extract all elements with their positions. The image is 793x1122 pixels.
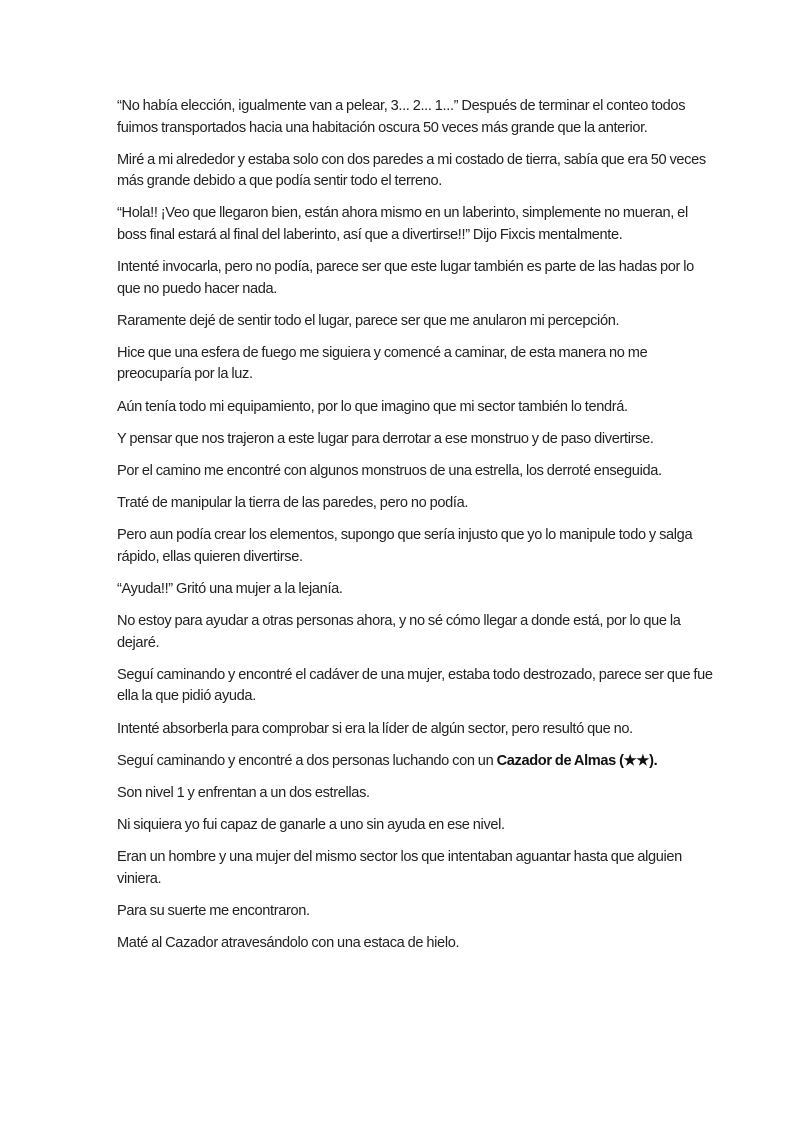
- paragraph: Hice que una esfera de fuego me siguiera y comencé a caminar, de esta manera no me preocuparía por la luz.: [117, 344, 648, 383]
- document-page: [117, 96, 713, 965]
- paragraph: Ni siquiera yo fui capaz de ganarle a uno sin ayuda en ese nivel.: [117, 817, 505, 834]
- paragraph: Intenté invocarla, pero no podía, parece ser que este lugar también es parte de las hadas por lo que no puedo hacer nada.: [117, 259, 694, 297]
- paragraph: Seguí caminando y encontré el cadáver de una mujer, estaba todo destrozado, parece ser que fue ella la que pidió ayuda.: [117, 666, 713, 705]
- paragraph: Maté al Cazador atravesándolo con una estaca de hielo.: [117, 935, 460, 952]
- paragraph: Son nivel 1 y enfrentan a un dos estrellas.: [117, 785, 370, 801]
- paragraph: Aún tenía todo mi equipamiento, por lo que imagino que mi sector también lo tendrá.: [117, 398, 628, 415]
- paragraph: Eran un hombre y una mujer del mismo sector los que intentaban aguantar hasta que alguien viniera.: [117, 849, 682, 887]
- paragraph-text: Seguí caminando y encontré a dos personas luchando con un: [117, 752, 497, 769]
- paragraph: “Ayuda!!” Gritó una mujer a la lejanía.: [117, 581, 343, 598]
- paragraph: Traté de manipular la tierra de las paredes, pero no podía.: [117, 495, 469, 512]
- soul-hunter-paragraph: [117, 751, 713, 773]
- paragraph: No estoy para ayudar a otras personas ahora, y no sé cómo llegar a donde está, por lo que la dejaré.: [117, 613, 681, 651]
- paragraph: Para su suerte me encontraron.: [117, 903, 310, 920]
- paragraph: Raramente dejé de sentir todo el lugar, parece ser que me anularon mi percepción.: [117, 312, 620, 329]
- paragraph: Pero aun podía crear los elementos, supongo que sería injusto que yo lo manipule todo y salga rápido, ellas quieren divertirse.: [117, 527, 693, 565]
- paragraph: Y pensar que nos trajeron a este lugar para derrotar a ese monstruo y de paso divertirse.: [117, 430, 654, 447]
- paragraph: Miré a mi alrededor y estaba solo con dos paredes a mi costado de tierra, sabía que era 50 veces más grande debido a que podía sentir todo el terreno.: [117, 151, 706, 190]
- paragraph: “No había elección, igualmente van a pelear, 3... 2... 1...” Después de terminar el conteo todos fuimos transportados hacia una habitación oscura 50 veces más grande que la anterior.: [117, 98, 686, 136]
- paragraph: Intenté absorberla para comprobar si era la líder de algún sector, pero resultó que no.: [117, 720, 633, 737]
- bold-monster-name: Cazador de Almas (★★).: [496, 752, 658, 769]
- paragraph: “Hola!! ¡Veo que llegaron bien, están ahora mismo en un laberinto, simplemente no mueran, el boss final estará al final del laberinto, así que a divertirse!!” Dijo Fixcis mentalmente.: [117, 205, 688, 243]
- paragraph: Por el camino me encontré con algunos monstruos de una estrella, los derroté enseguida.: [117, 463, 662, 479]
